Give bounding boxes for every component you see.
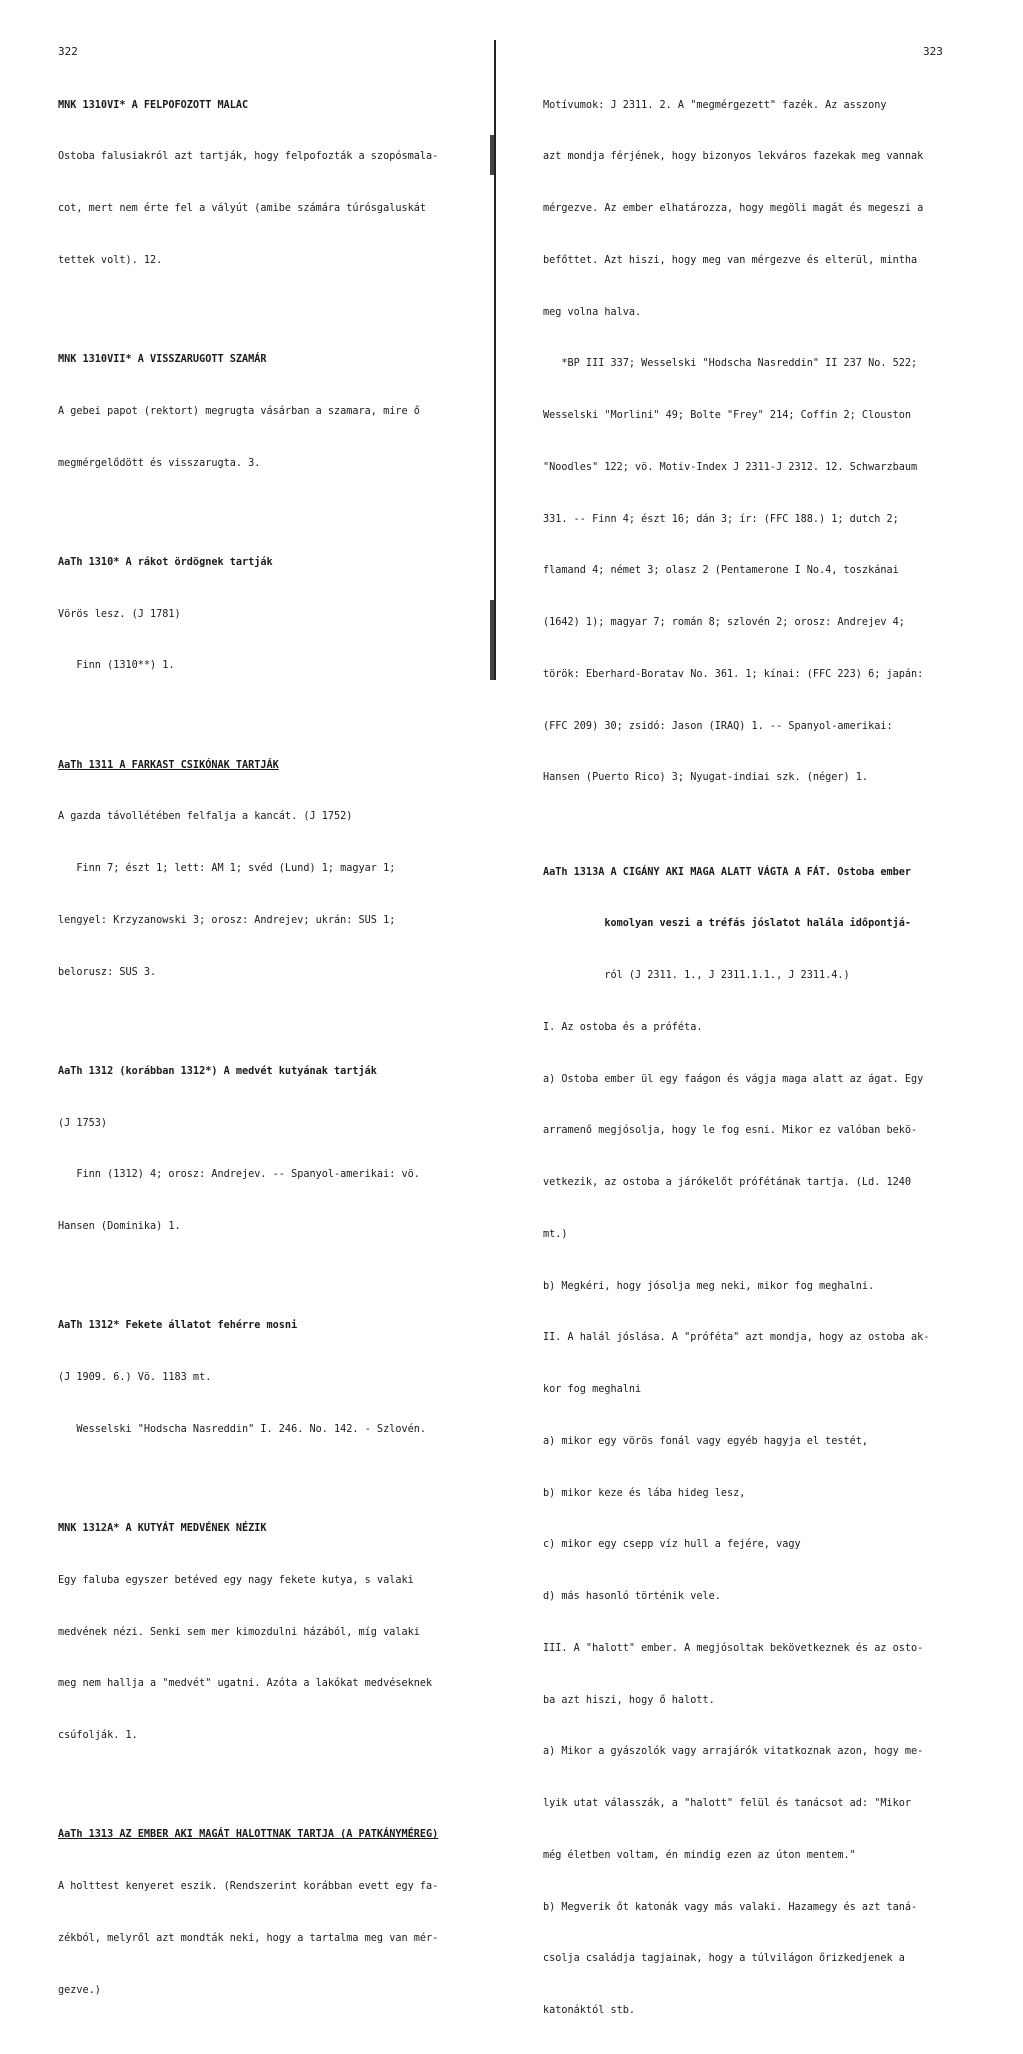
text-line: mt.) bbox=[543, 1228, 568, 1240]
text-line: mérgezve. Az ember elhatározza, hogy megöli magát és megeszi a bbox=[543, 203, 924, 214]
text-line: ba azt hiszi, hogy ő halott. bbox=[543, 1694, 715, 1706]
text-line: megmérgelődött és visszarugta. 3. bbox=[58, 457, 261, 469]
spacer bbox=[58, 1473, 438, 1486]
text-line: III. A "halott" ember. A megjósoltak bekövetkeznek és az osto- bbox=[543, 1642, 924, 1654]
text-line: a) mikor egy vörös fonál vagy egyéb hagyja el testét, bbox=[543, 1435, 869, 1447]
text-line: csúfolják. 1. bbox=[58, 1730, 138, 1741]
text-line: 331. -- Finn 4; észt 16; dán 3; ír: (FFC 188.) 1; dutch 2; bbox=[543, 513, 899, 525]
entry-heading: MNK 1310VI* A FELPOFOZOTT MALAC bbox=[58, 99, 249, 111]
entry-heading: AaTh 1312* Fekete állatot fehérre mosni bbox=[58, 1320, 298, 1332]
text-line: zékból, melyről azt mondták neki, hogy a tartalma meg van mér- bbox=[58, 1932, 439, 1944]
page-body bbox=[58, 62, 438, 2033]
text-line: ról (J 2311. 1., J 2311.1.1., J 2311.4.) bbox=[543, 970, 850, 981]
text-line: a) Ostoba ember ül egy faágon és vágja maga alatt az ágat. Egy bbox=[543, 1073, 924, 1085]
text-line: (J 1753) bbox=[58, 1117, 108, 1129]
text-line: b) mikor keze és lába hideg lesz, bbox=[543, 1487, 746, 1499]
entry-heading: AaTh 1310* A rákot ördögnek tartják bbox=[58, 556, 273, 568]
right-page bbox=[500, 0, 1023, 2016]
text-line: b) Megkéri, hogy jósolja meg neki, mikor fog meghalni. bbox=[543, 1280, 875, 1292]
spacer bbox=[58, 1779, 438, 1792]
entry-heading: AaTh 1313 AZ EMBER AKI MAGÁT HALOTTNAK TARTJA (A PATKÁNYMÉREG) bbox=[58, 1829, 439, 1841]
text-line: lengyel: Krzyzanowski 3; orosz: Andrejev; ukrán: SUS 1; bbox=[58, 914, 396, 926]
text-line: medvének nézi. Senki sem mer kimozdulni házából, míg valaki bbox=[58, 1626, 420, 1638]
text-line: A gazda távollétében felfalja a kancát. (J 1752) bbox=[58, 811, 353, 823]
text-line: azt mondja férjének, hogy bizonyos lekváros fazekak meg vannak bbox=[543, 151, 924, 163]
text-line: Vörös lesz. (J 1781) bbox=[58, 608, 181, 620]
spacer bbox=[58, 1270, 438, 1283]
text-line: Finn (1310**) 1. bbox=[58, 660, 175, 672]
text-line: A holttest kenyeret eszik. (Rendszerint korábban evett egy fa- bbox=[58, 1881, 439, 1892]
text-line: még életben voltam, én mindig ezen az úton mentem." bbox=[543, 1849, 856, 1861]
page-body bbox=[543, 62, 929, 2054]
text-line: I. Az ostoba és a próféta. bbox=[543, 1021, 703, 1033]
text-line: (FFC 209) 30; zsidó: Jason (IRAQ) 1. -- Spanyol-amerikai: bbox=[543, 720, 893, 732]
text-line: arramenő megjósolja, hogy le fog esni. Mikor ez valóban bekö- bbox=[543, 1125, 918, 1137]
text-line: (J 1909. 6.) Vö. 1183 mt. bbox=[58, 1372, 212, 1383]
entry-heading: komolyan veszi a tréfás jóslatot halála időpontjá- bbox=[543, 918, 912, 930]
text-line: flamand 4; német 3; olasz 2 (Pentamerone I No.4, toszkánai bbox=[543, 565, 899, 577]
scan-artifact bbox=[490, 135, 494, 175]
text-line: Motívumok: J 2311. 2. A "megmérgezett" fazék. Az asszony bbox=[543, 99, 887, 111]
text-line: vetkezik, az ostoba a járókelőt prófétának tartja. (Ld. 1240 bbox=[543, 1177, 912, 1188]
text-line: cot, mert nem érte fel a vályút (amibe számára túrósgaluskát bbox=[58, 203, 427, 214]
text-line: A gebei papot (rektort) megrugta vásárban a szamara, mire ő bbox=[58, 405, 420, 417]
spacer bbox=[543, 821, 929, 829]
text-line: lyik utat válasszák, a "halott" felül és tanácsot ad: "Mikor bbox=[543, 1798, 912, 1809]
text-line: meg volna halva. bbox=[543, 306, 642, 318]
text-line: Ostoba falusiakról azt tartják, hogy felpofozták a szopósmala- bbox=[58, 151, 439, 163]
text-line: csolja családja tagjainak, hogy a túlvilágon őrizkedjenek a bbox=[543, 1953, 905, 1965]
text-line: katonáktól stb. bbox=[543, 2005, 636, 2016]
spacer bbox=[58, 506, 438, 519]
text-line: tettek volt). 12. bbox=[58, 254, 163, 266]
text-line: török: Eberhard-Boratav No. 361. 1; kínai: (FFC 223) 6; japán: bbox=[543, 668, 924, 680]
text-line: (1642) 1); magyar 7; román 8; szlovén 2; orosz: Andrejev 4; bbox=[543, 617, 905, 628]
text-line: gezve.) bbox=[58, 1984, 101, 1996]
text-line: kor fog meghalni bbox=[543, 1384, 642, 1395]
entry-heading: AaTh 1311 A FARKAST CSIKÓNAK TARTJÁK bbox=[58, 759, 279, 771]
left-page bbox=[0, 0, 494, 1996]
spacer bbox=[58, 1015, 438, 1028]
text-line: Hansen (Puerto Rico) 3; Nyugat-indiai szk. (néger) 1. bbox=[543, 772, 869, 784]
spacer bbox=[58, 709, 438, 722]
text-line: belorusz: SUS 3. bbox=[58, 966, 157, 978]
text-line: befőttet. Azt hiszi, hogy meg van mérgezve és elterül, mintha bbox=[543, 254, 918, 266]
entry-heading: MNK 1310VII* A VISSZARUGOTT SZAMÁR bbox=[58, 354, 267, 365]
text-line: Egy faluba egyszer betéved egy nagy fekete kutya, s valaki bbox=[58, 1574, 414, 1586]
page-divider bbox=[494, 40, 496, 680]
text-line: c) mikor egy csepp víz hull a fejére, vagy bbox=[543, 1539, 801, 1551]
text-line: meg nem hallja a "medvét" ugatni. Azóta a lakókat medvéseknek bbox=[58, 1678, 433, 1690]
text-line: *BP III 337; Wesselski "Hodscha Nasreddin" II 237 No. 522; bbox=[543, 358, 918, 370]
text-line: d) más hasonló történik vele. bbox=[543, 1591, 721, 1602]
text-line: "Noodles" 122; vö. Motiv-Index J 2311-J 2312. 12. Schwarzbaum bbox=[543, 461, 918, 473]
page-number: 323 bbox=[923, 45, 943, 58]
scan-artifact bbox=[490, 600, 494, 680]
spacer bbox=[58, 304, 438, 317]
text-line: b) Megverik őt katonák vagy más valaki. Hazamegy és azt taná- bbox=[543, 1901, 918, 1913]
entry-heading: AaTh 1313A A CIGÁNY AKI MAGA ALATT VÁGTA A FÁT. Ostoba ember bbox=[543, 866, 912, 878]
text-line: II. A halál jóslása. A "próféta" azt mondja, hogy az ostoba ak- bbox=[543, 1332, 930, 1344]
entry-heading: AaTh 1312 (korábban 1312*) A medvét kutyának tartják bbox=[58, 1065, 377, 1077]
text-line: Wesselski "Morlini" 49; Bolte "Frey" 214; Coffin 2; Clouston bbox=[543, 410, 912, 421]
text-line: Finn (1312) 4; orosz: Andrejev. -- Spanyol-amerikai: vö. bbox=[58, 1169, 420, 1181]
text-line: Wesselski "Hodscha Nasreddin" I. 246. No. 142. - Szlovén. bbox=[58, 1423, 427, 1435]
page-number: 322 bbox=[58, 45, 78, 58]
text-line: a) Mikor a gyászolók vagy arrajárók vitatkoznak azon, hogy me- bbox=[543, 1746, 924, 1758]
text-line: Finn 7; észt 1; lett: AM 1; svéd (Lund) 1; magyar 1; bbox=[58, 863, 396, 874]
entry-heading: MNK 1312A* A KUTYÁT MEDVÉNEK NÉZIK bbox=[58, 1523, 267, 1534]
text-line: Hansen (Dominika) 1. bbox=[58, 1221, 181, 1232]
